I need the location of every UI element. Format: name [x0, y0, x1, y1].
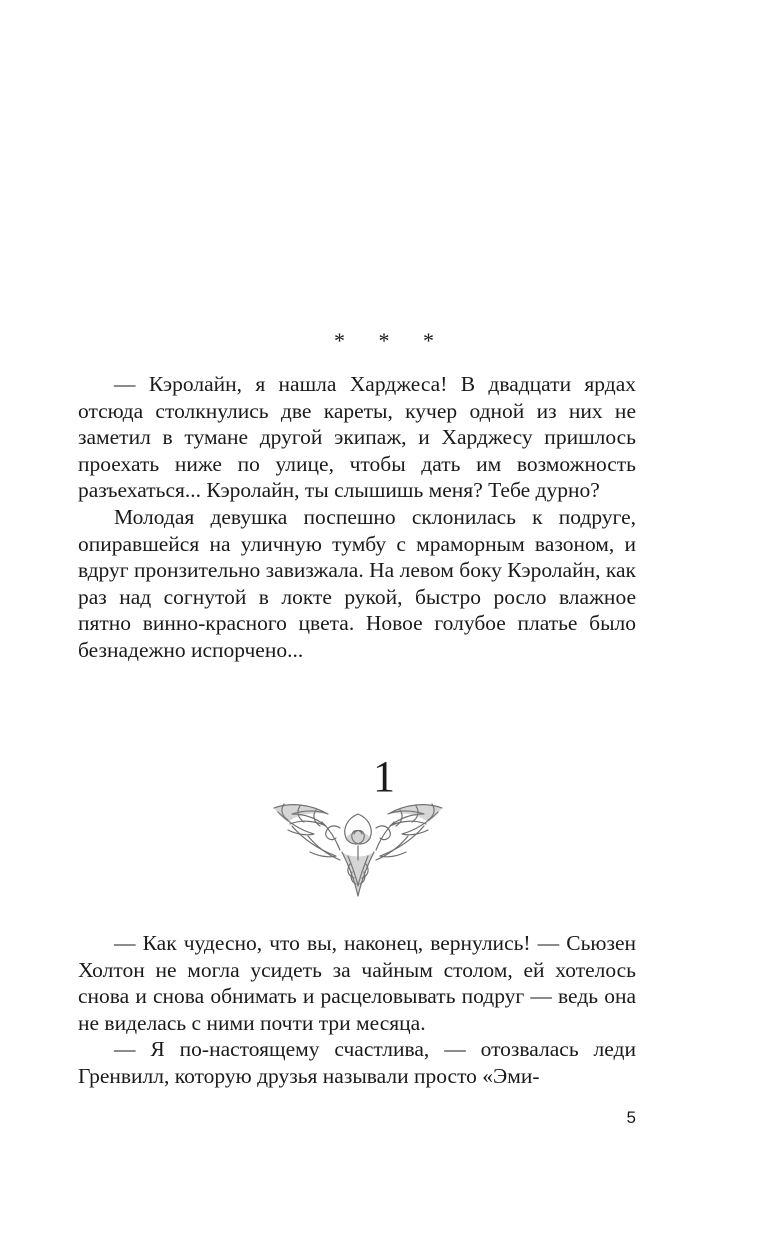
chapter-text — [78, 930, 636, 1090]
paragraph: Молодая девушка поспешно склонилась к подруге, опиравшейся на уличную тумбу с мраморным вазоном, и вдруг пронзительно завизжала. На левом боку Кэролайн, как раз над согнутой в локте рукой, быстро росло влажное пятно винно-красного цвета. Новое голубое платье было безнадежно испорчено... — [78, 504, 636, 662]
section-separator: * * * — [334, 328, 448, 353]
paragraph: — Как чудесно, что вы, наконец, вернулись! — Сьюзен Холтон не могла усидеть за чайным столом, ей хотелось снова и снова обнимать и расцеловывать подруг — ведь она не виделась с ними почти три месяца. — [78, 931, 636, 1035]
baroque-acanthus-ornament-icon — [270, 800, 446, 900]
chapter-number: 1 — [373, 752, 395, 801]
page-number: 5 — [626, 1108, 636, 1127]
prologue-text — [78, 371, 636, 664]
paragraph: — Я по-настоящему счастлива, — отозвалась леди Гренвилл, которую друзья называли просто «Эми- — [78, 1037, 636, 1088]
paragraph: — Кэролайн, я нашла Харджеса! В двадцати ярдах отсюда столкнулись две кареты, кучер одной из них не заметил в тумане другой экипаж, и Харджесу пришлось проехать ниже по улице, чтобы дать им возможность разъехаться... Кэролайн, ты слышишь меня? Тебе дурно? — [78, 372, 636, 503]
